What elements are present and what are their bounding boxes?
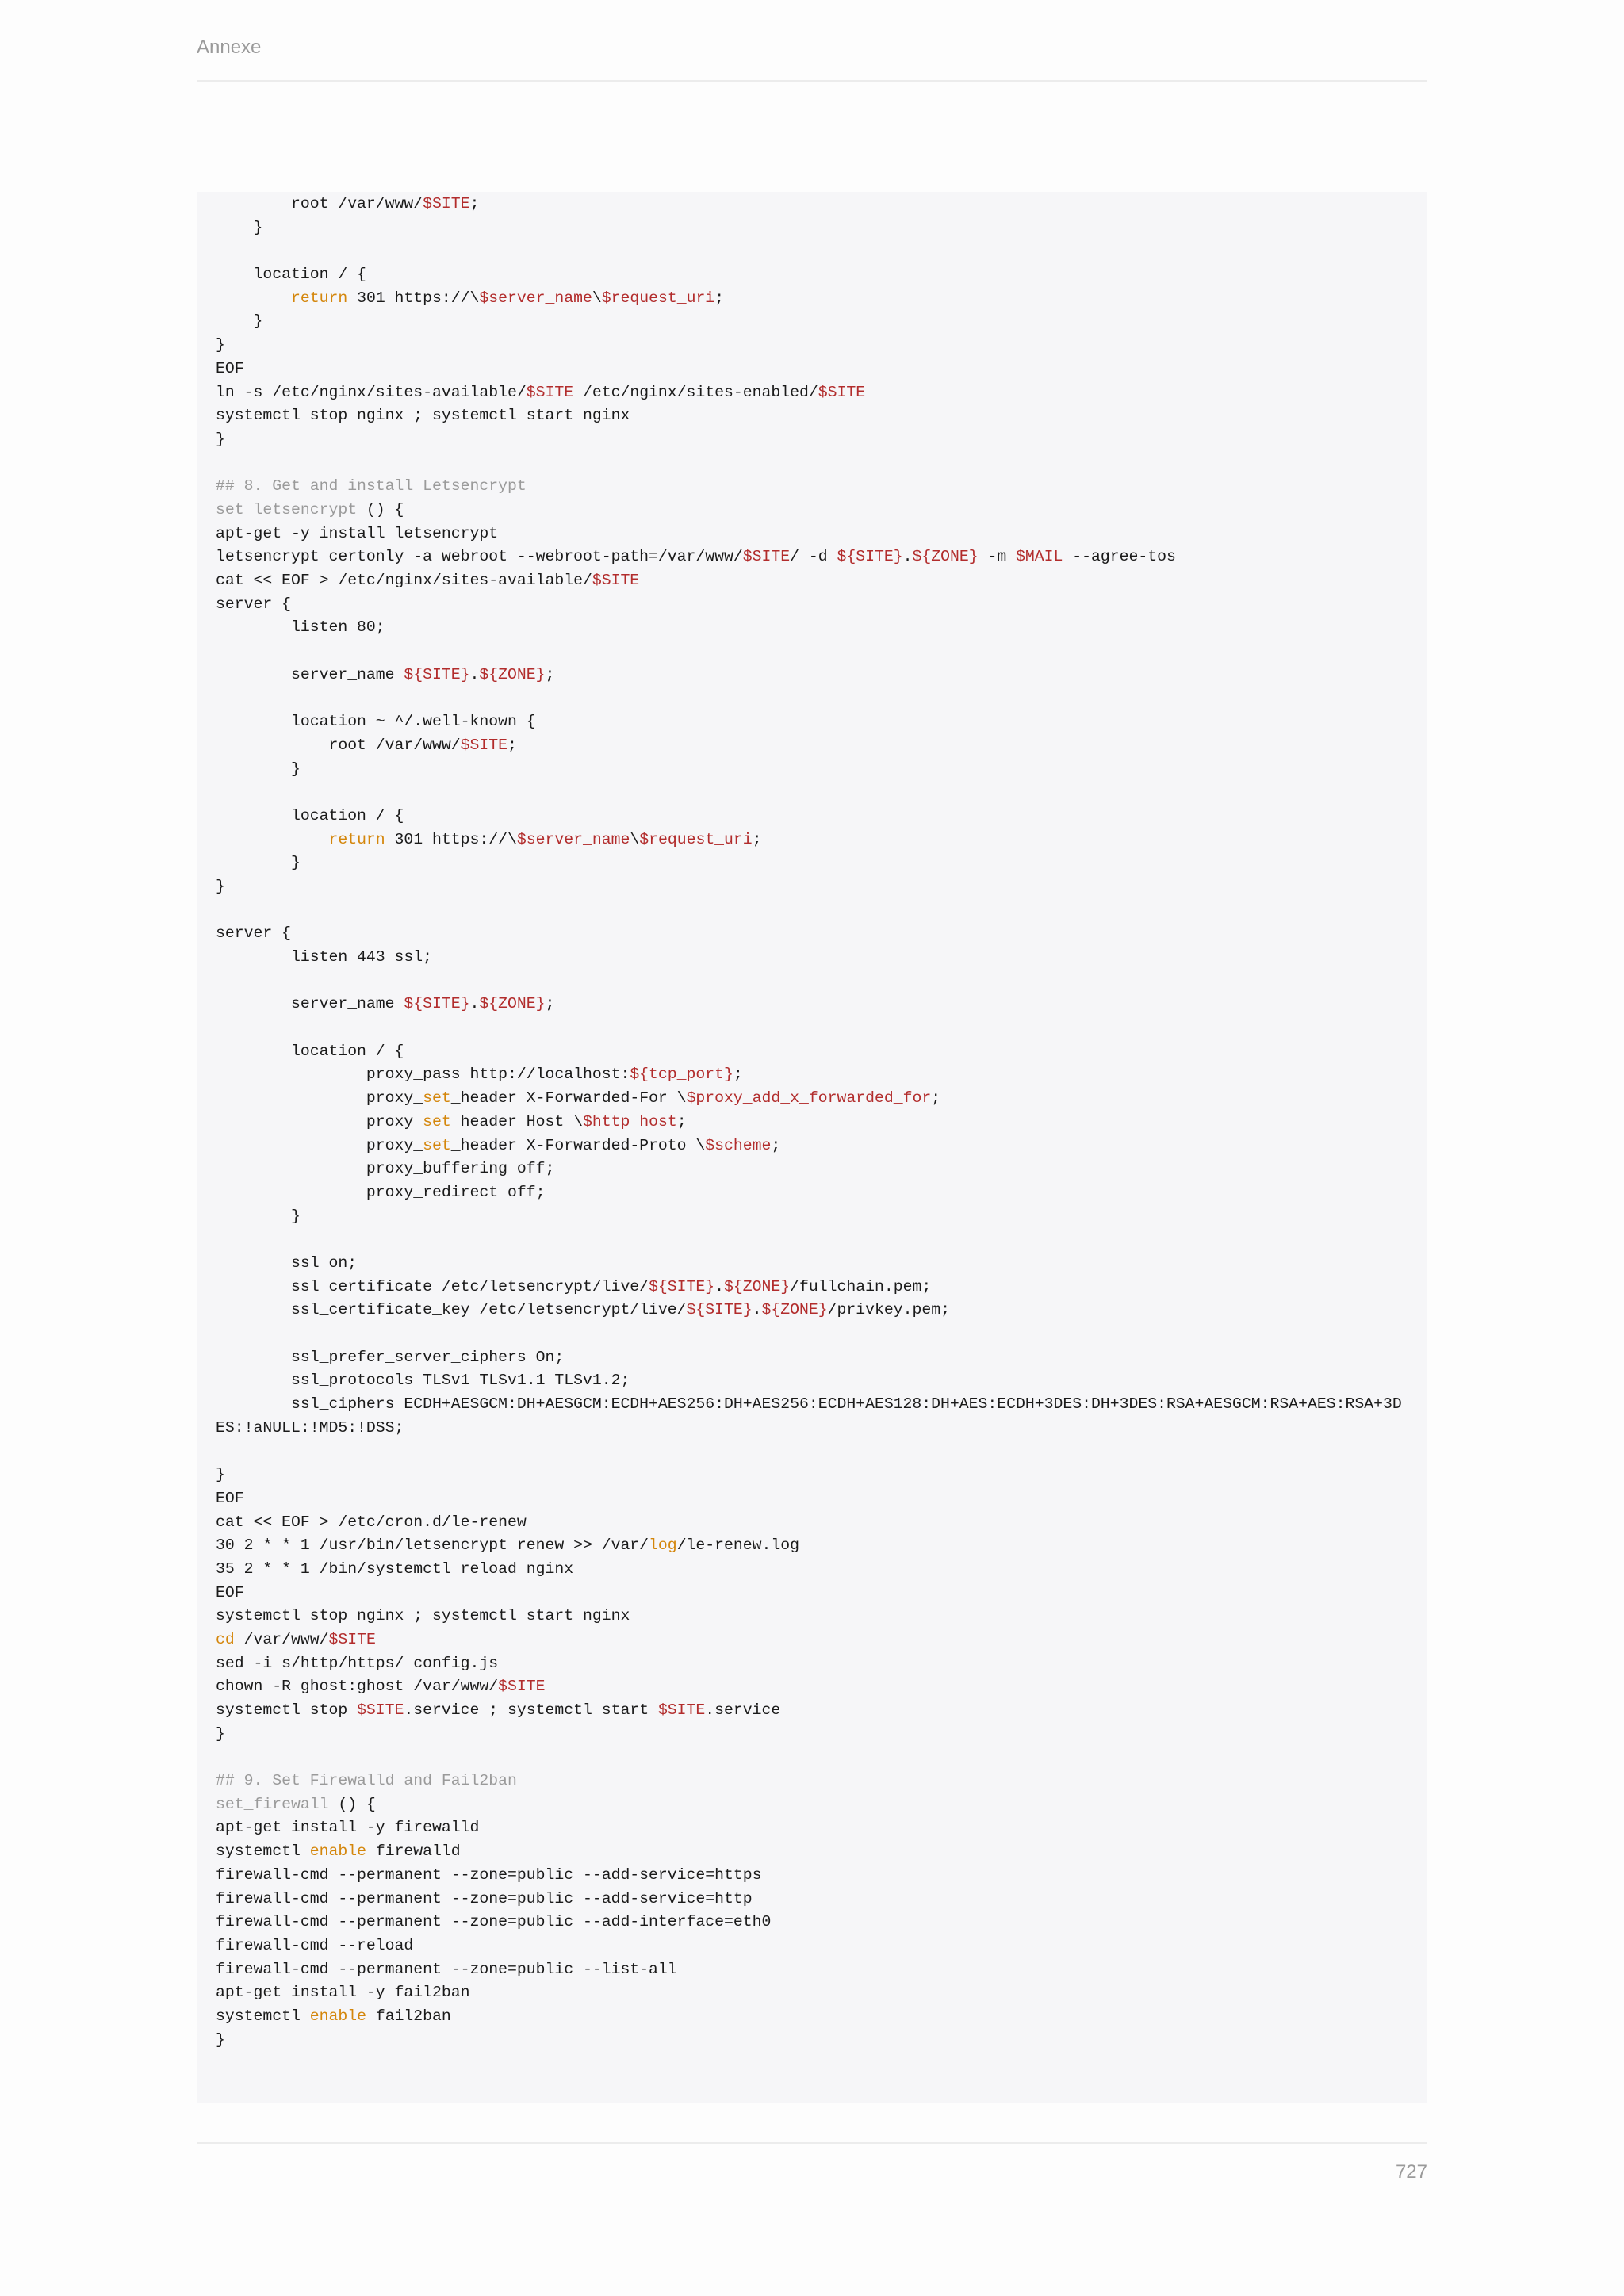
code-line (216, 452, 1408, 476)
code-token: set (423, 1089, 451, 1108)
code-line (216, 1840, 1408, 1864)
code-token: $SITE (657, 1701, 706, 1719)
code-line (216, 569, 1408, 593)
code-token: $SITE (526, 383, 574, 401)
code-token: firewall-cmd --reload (216, 1936, 414, 1954)
code-line (216, 851, 1408, 875)
code-token: ssl on; (216, 1253, 358, 1272)
code-token: } (216, 218, 263, 236)
code-line (216, 358, 1408, 381)
code-token: _header X-Forwarded-For \ (450, 1089, 687, 1108)
code-token: root /var/www/ (216, 736, 461, 754)
code-token: ${SITE} (649, 1277, 715, 1295)
code-line (216, 2029, 1408, 2053)
code-token: location / { (216, 806, 404, 825)
code-token: enable (309, 2007, 366, 2025)
code-line (216, 922, 1408, 946)
code-line (216, 1652, 1408, 1676)
code-token: $SITE (742, 548, 791, 566)
code-token: ES:!aNULL:!MD5:!DSS; (216, 1418, 404, 1437)
code-line (216, 1464, 1408, 1487)
code-line (216, 239, 1408, 263)
code-line (216, 734, 1408, 758)
code-token: . (752, 1301, 762, 1319)
code-token: / -d (790, 548, 837, 566)
code-token: proxy_redirect off; (216, 1183, 546, 1201)
code-token: location / { (216, 1042, 404, 1060)
code-token: apt-get -y install letsencrypt (216, 524, 499, 542)
code-token: -m (978, 548, 1017, 566)
code-line (216, 334, 1408, 358)
code-token (216, 289, 291, 307)
code-token: () { (328, 1795, 376, 1813)
code-line (216, 522, 1408, 546)
code-line (216, 593, 1408, 617)
code-token: systemctl stop nginx ; systemctl start nginx (216, 407, 630, 425)
code-token: ; (508, 736, 517, 754)
code-token: $request_uri (639, 830, 753, 848)
code-token: $SITE (460, 736, 508, 754)
code-line (216, 216, 1408, 240)
code-token: /fullchain.pem; (790, 1277, 932, 1295)
code-line (216, 1299, 1408, 1322)
code-token: 30 2 * * 1 /usr/bin/letsencrypt renew >> /var/ (216, 1536, 649, 1555)
code-line (216, 1888, 1408, 1911)
code-token: server { (216, 924, 291, 943)
code-line (216, 828, 1408, 852)
code-token: cat << EOF > /etc/cron.d/le-renew (216, 1513, 527, 1531)
code-token: root /var/www/ (216, 195, 423, 212)
code-line (216, 687, 1408, 710)
code-token: $server_name (516, 830, 630, 848)
code-line (216, 193, 1408, 216)
code-token: 301 https://\ (347, 289, 480, 307)
code-token: ${ZONE} (724, 1277, 791, 1295)
code-token: listen 80; (216, 618, 385, 637)
code-line (216, 1228, 1408, 1252)
code-token: fail2ban (366, 2007, 451, 2025)
code-token: set_letsencrypt (216, 500, 358, 519)
code-token: enable (309, 1843, 366, 1861)
code-token: return (328, 830, 385, 848)
code-token: } (216, 430, 225, 448)
code-line (216, 1911, 1408, 1934)
code-token: sed -i s/http/https/ config.js (216, 1654, 499, 1672)
code-token: firewall-cmd --permanent --zone=public --list-all (216, 1960, 677, 1978)
code-token: ; (771, 1136, 781, 1154)
code-token: \ (592, 289, 602, 307)
code-token: systemctl (216, 2007, 310, 2025)
code-line (216, 1487, 1408, 1511)
code-token: ; (545, 665, 555, 683)
code-token: ; (545, 995, 555, 1013)
code-line (216, 946, 1408, 970)
code-line (216, 1534, 1408, 1558)
code-token: server_name (216, 995, 404, 1013)
code-token: ; (714, 289, 725, 307)
code-line (216, 1934, 1408, 1958)
code-token: return (290, 289, 348, 307)
code-line (216, 1605, 1408, 1628)
code-line (216, 1770, 1408, 1793)
footer-divider (197, 2142, 1427, 2144)
code-token: server_name (216, 665, 404, 683)
code-line (216, 1417, 1408, 1441)
code-token: } (216, 877, 225, 895)
code-token: proxy_buffering off; (216, 1160, 555, 1178)
code-line (216, 1087, 1408, 1111)
code-token (216, 831, 328, 848)
code-line (216, 1205, 1408, 1229)
code-token: --agree-tos (1063, 548, 1176, 566)
code-line (216, 404, 1408, 428)
code-line (216, 1181, 1408, 1205)
code-token: } (216, 336, 225, 354)
code-token: ## 9. Set Firewalld and Fail2ban (216, 1772, 517, 1790)
code-line (216, 1511, 1408, 1535)
code-token: 301 https://\ (385, 830, 517, 848)
code-token: apt-get install -y firewalld (216, 1819, 480, 1837)
code-token: ${ZONE} (761, 1301, 828, 1319)
code-token: systemctl stop (216, 1701, 358, 1719)
code-token: ${ZONE} (479, 665, 546, 683)
code-token: $request_uri (601, 289, 715, 307)
code-token: ln -s /etc/nginx/sites-available/ (216, 383, 527, 401)
code-token: location ~ ^/.well-known { (216, 713, 536, 731)
code-line (216, 287, 1408, 311)
code-token: $http_host (582, 1112, 677, 1131)
code-token: ## 8. Get and install Letsencrypt (216, 477, 527, 496)
code-line (216, 1558, 1408, 1582)
code-line (216, 899, 1408, 923)
code-token: firewalld (366, 1843, 461, 1861)
code-token: $SITE (818, 383, 866, 401)
code-token: \ (630, 830, 640, 848)
code-token: .service (705, 1701, 781, 1719)
code-line (216, 1016, 1408, 1040)
code-token: ; (931, 1089, 941, 1108)
code-token: apt-get install -y fail2ban (216, 1984, 470, 2002)
code-line (216, 381, 1408, 405)
code-token: set (423, 1136, 451, 1154)
code-token: 35 2 * * 1 /bin/systemctl reload nginx (216, 1559, 574, 1578)
code-token: $SITE (357, 1701, 404, 1719)
code-token: EOF (216, 1583, 244, 1601)
code-token: systemctl stop nginx ; systemctl start nginx (216, 1607, 630, 1625)
code-line (216, 664, 1408, 687)
page-number: 727 (1395, 2161, 1427, 2183)
code-line (216, 710, 1408, 734)
code-line (216, 1582, 1408, 1605)
code-token: set_firewall (216, 1795, 329, 1813)
code-token: EOF (216, 1489, 244, 1507)
code-token: ${tcp_port} (630, 1066, 733, 1084)
code-line (216, 1252, 1408, 1276)
code-line (216, 781, 1408, 805)
code-line (216, 970, 1408, 993)
code-token: $SITE (592, 572, 640, 589)
code-token: $MAIL (1016, 548, 1063, 566)
code-line (216, 1816, 1408, 1840)
code-token: proxy_ (216, 1112, 423, 1131)
code-line (216, 758, 1408, 782)
code-token: ; (733, 1066, 743, 1084)
code-token: } (216, 1724, 225, 1743)
code-token: . (469, 665, 480, 683)
code-token: location / { (216, 266, 366, 284)
code-token: $scheme (705, 1136, 772, 1154)
code-token: /le-renew.log (676, 1536, 800, 1555)
code-token: ; (676, 1112, 687, 1131)
code-token: ${ZONE} (912, 548, 979, 566)
code-token: $server_name (479, 289, 592, 307)
code-line (216, 805, 1408, 828)
code-token: ssl_ciphers ECDH+AESGCM:DH+AESGCM:ECDH+AES256:DH+AES256:ECDH+AES128:DH+AES:ECDH+3DES:DH+3DES:RSA+AESGCM:RSA+AES:RSA+3D (216, 1395, 1402, 1414)
code-line (216, 1981, 1408, 2005)
code-token: _header X-Forwarded-Proto \ (450, 1136, 706, 1154)
code-line (216, 1135, 1408, 1158)
code-token: server { (216, 595, 291, 613)
code-token: } (216, 312, 263, 331)
code-line (216, 1699, 1408, 1723)
code-token: /etc/nginx/sites-enabled/ (573, 383, 818, 401)
code-token: proxy_ (216, 1089, 423, 1108)
code-token: ssl_certificate_key /etc/letsencrypt/live/ (216, 1301, 687, 1319)
code-token: letsencrypt certonly -a webroot --webroot-path=/var/www/ (216, 548, 743, 566)
code-token: ${ZONE} (479, 995, 546, 1013)
code-token: } (216, 854, 301, 872)
code-line (216, 2005, 1408, 2029)
code-token: systemctl (216, 1843, 310, 1861)
code-token: .service ; systemctl start (404, 1701, 658, 1719)
code-line (216, 545, 1408, 569)
code-token: } (216, 2030, 225, 2049)
code-line (216, 475, 1408, 499)
code-line (216, 616, 1408, 640)
code-line (216, 993, 1408, 1016)
code-token: listen 443 ssl; (216, 948, 433, 966)
code-token: ${SITE} (686, 1301, 753, 1319)
code-line (216, 1440, 1408, 1464)
code-token: proxy_ (216, 1136, 423, 1154)
running-header: Annexe (197, 36, 262, 58)
code-token: cat << EOF > /etc/nginx/sites-available/ (216, 572, 592, 589)
code-line (216, 1864, 1408, 1888)
code-token: ${SITE} (404, 995, 470, 1013)
code-line (216, 1040, 1408, 1064)
code-line (216, 263, 1408, 287)
code-line (216, 1793, 1408, 1817)
code-line (216, 1746, 1408, 1770)
code-line (216, 1063, 1408, 1087)
code-line (216, 640, 1408, 664)
code-token: firewall-cmd --permanent --zone=public --add-service=https (216, 1866, 762, 1884)
code-line (216, 1111, 1408, 1135)
code-token: } (216, 1207, 301, 1225)
code-token: cd (216, 1630, 235, 1648)
code-line (216, 310, 1408, 334)
code-line (216, 499, 1408, 522)
code-line (216, 1369, 1408, 1393)
code-token: () { (357, 500, 404, 519)
code-line (216, 1958, 1408, 1982)
code-line (216, 1628, 1408, 1652)
code-token: proxy_pass http://localhost: (216, 1066, 630, 1084)
code-line (216, 1276, 1408, 1299)
code-listing (216, 192, 1408, 2052)
code-line (216, 1393, 1408, 1417)
code-token: . (714, 1277, 725, 1295)
code-token: $SITE (328, 1630, 376, 1648)
header-divider (197, 80, 1427, 82)
code-token: $SITE (498, 1678, 546, 1696)
code-token: ssl_certificate /etc/letsencrypt/live/ (216, 1277, 649, 1295)
code-token: log (649, 1536, 677, 1555)
code-token: $proxy_add_x_forwarded_for (686, 1089, 932, 1108)
code-token: . (469, 995, 480, 1013)
code-token: ; (752, 830, 762, 848)
code-line (216, 1322, 1408, 1346)
code-token: ; (469, 195, 480, 212)
code-token: firewall-cmd --permanent --zone=public --add-interface=eth0 (216, 1913, 772, 1931)
code-token: EOF (216, 359, 244, 377)
code-token: /var/www/ (234, 1630, 329, 1648)
code-line (216, 1346, 1408, 1370)
code-line (216, 1723, 1408, 1747)
code-token: } (216, 1466, 225, 1484)
code-line (216, 428, 1408, 452)
code-token: chown -R ghost:ghost /var/www/ (216, 1678, 499, 1696)
code-token: . (902, 548, 913, 566)
code-token: ${SITE} (837, 548, 903, 566)
code-token: /privkey.pem; (827, 1301, 950, 1319)
code-token: set (423, 1112, 451, 1131)
code-token: firewall-cmd --permanent --zone=public --add-service=http (216, 1889, 753, 1908)
code-line (216, 1158, 1408, 1181)
code-token: } (216, 760, 301, 778)
code-token: ssl_prefer_server_ciphers On; (216, 1348, 565, 1366)
code-token: $SITE (423, 195, 470, 212)
code-token: ssl_protocols TLSv1 TLSv1.1 TLSv1.2; (216, 1372, 630, 1390)
code-line (216, 875, 1408, 899)
code-line (216, 1675, 1408, 1699)
code-block (197, 192, 1427, 2103)
code-token: _header Host \ (450, 1112, 583, 1131)
code-token: ${SITE} (404, 665, 470, 683)
